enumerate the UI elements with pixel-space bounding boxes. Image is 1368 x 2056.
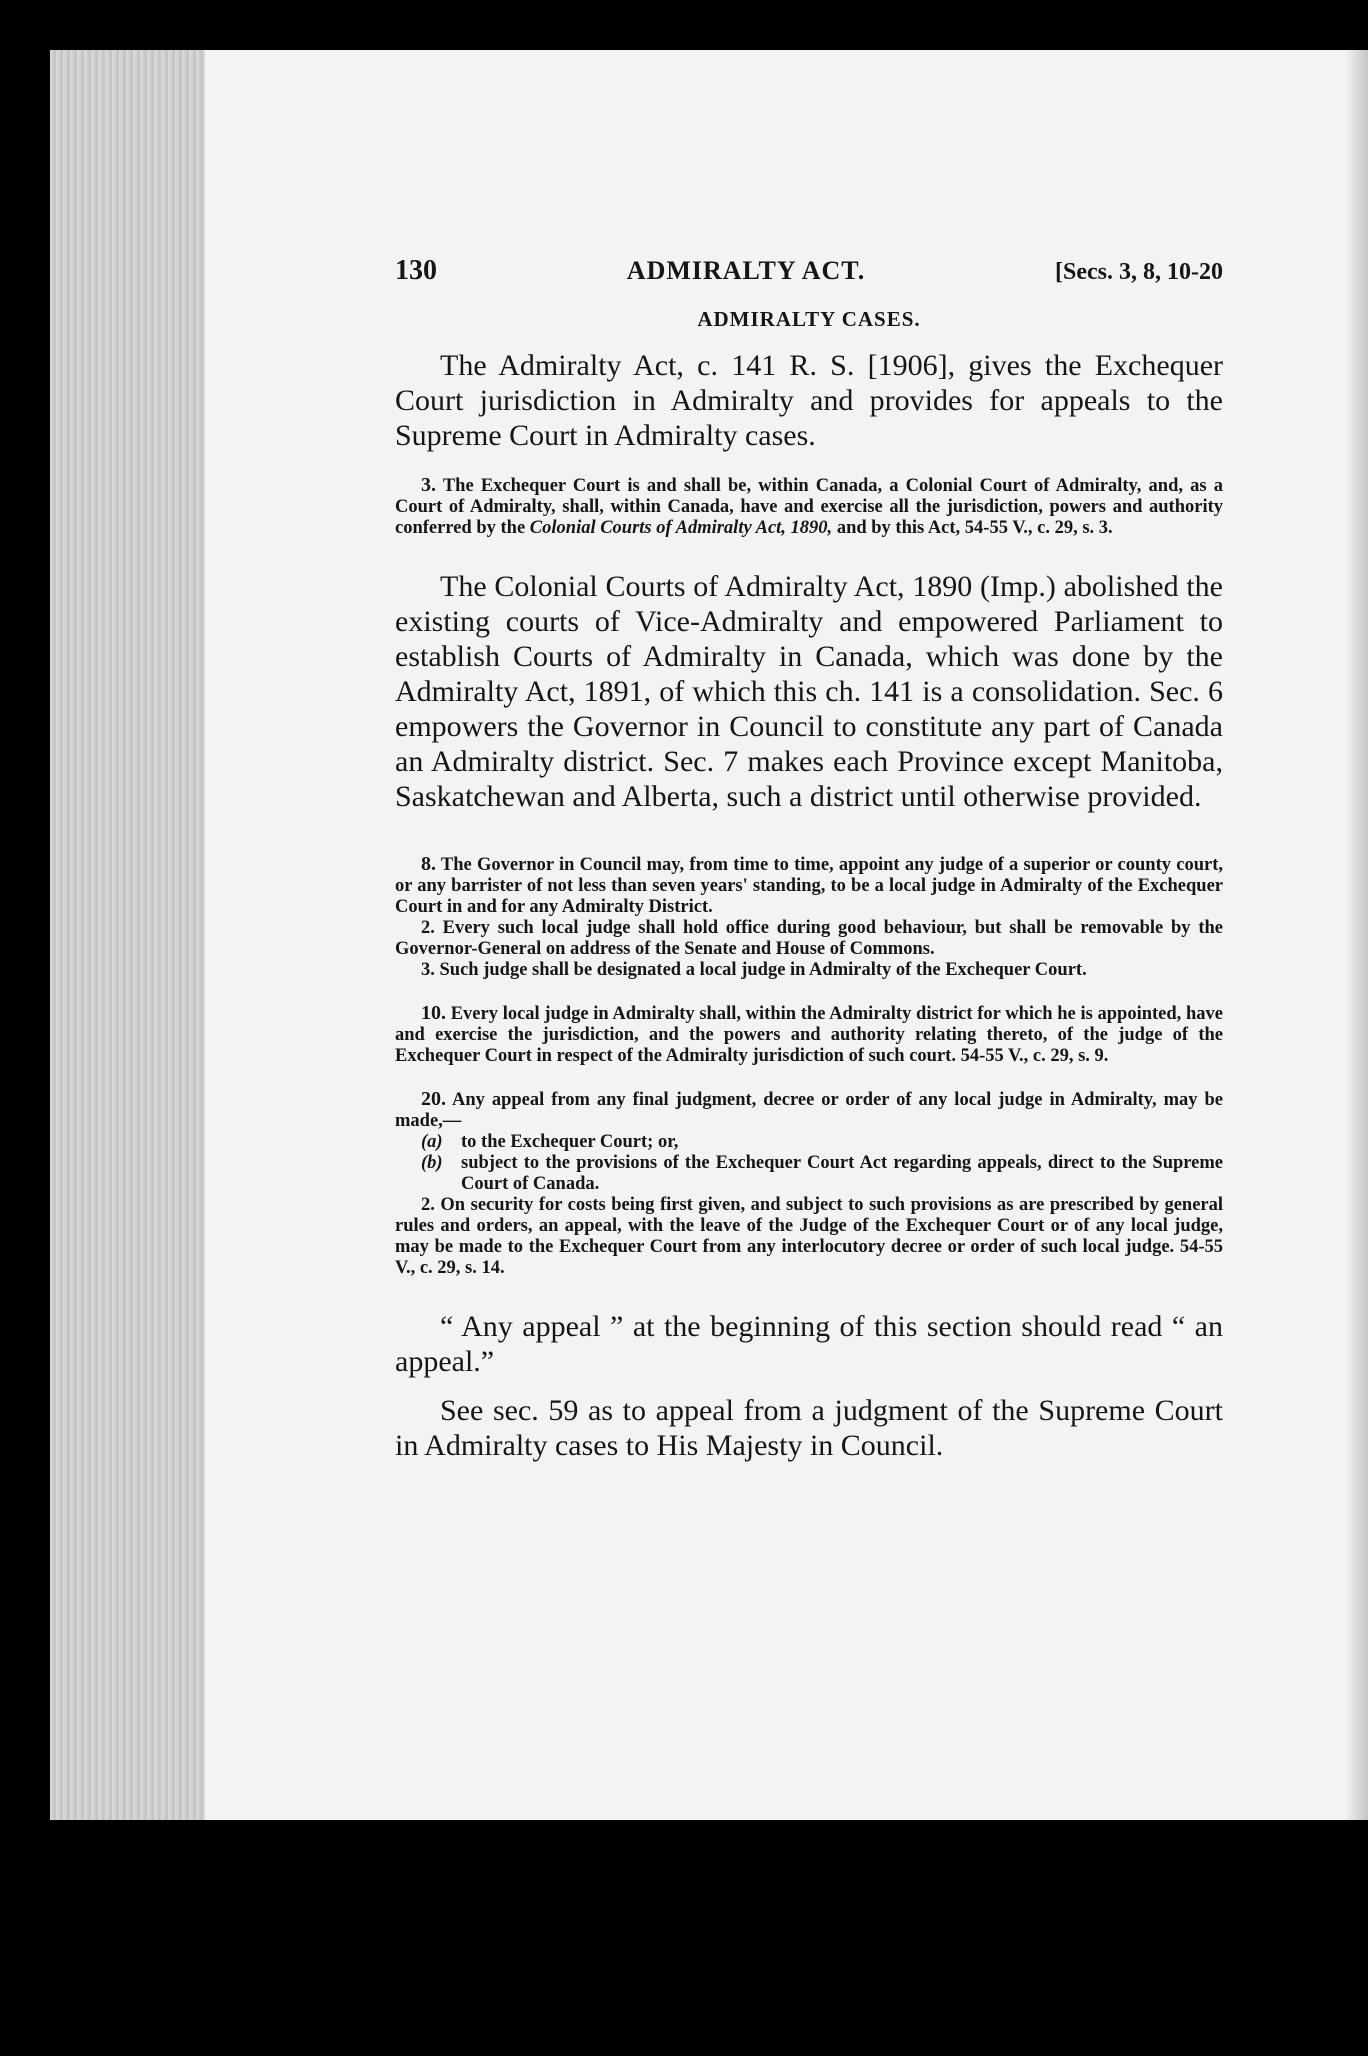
running-head (395, 255, 1223, 295)
list-item (395, 1132, 1223, 1153)
page-gutter-shadow (1345, 50, 1368, 1820)
section-number: 10. (421, 1002, 446, 1024)
sec8-para-2: 2. Every such local judge shall hold office during good behaviour, but shall be removable by the Governor-General on address of the Senate and House of Commons. (395, 918, 1223, 959)
list-item (395, 1153, 1223, 1195)
sec3-italic-title: Colonial Courts of Admiralty Act, 1890, (529, 518, 833, 538)
page-content (395, 255, 1223, 1463)
commentary-paragraph-3: See sec. 59 as to appeal from a judgment of the Supreme Court in Admiralty cases to His Majesty in Council. (395, 1394, 1223, 1462)
scan-border (0, 1820, 1368, 2056)
running-title: ADMIRALTY ACT. (626, 256, 866, 285)
statute-section-20 (395, 1089, 1223, 1279)
sec3-text-after: and by this Act, 54-55 V., c. 29, s. 3. (836, 518, 1113, 538)
commentary-paragraph-2: “ Any appeal ” at the beginning of this section should read “ an appeal.” (395, 1310, 1223, 1378)
statute-section-8 (395, 854, 1223, 981)
list-item-text: to the Exchequer Court; or, (461, 1132, 679, 1152)
sec10-text: Every local judge in Admiralty shall, within the Admiralty district for which he is appointed, have and exercise the jurisdiction, and the powers and authority relating thereto, of the judge of the Exchequer Court in respect of the Admiralty jurisdiction of such court. 54-55 V., c. 29, s. 9. (395, 1004, 1224, 1066)
intro-paragraph: The Admiralty Act, c. 141 R. S. [1906], gives the Exchequer Court jurisdiction in Admiralty and provides for appeals to the Supreme Court in Admiralty cases. (395, 349, 1223, 452)
page-number: 130 (395, 255, 437, 286)
sec8-para-3: 3. Such judge shall be designated a local judge in Admiralty of the Exchequer Court. (421, 960, 1087, 980)
sec8-para-1: The Governor in Council may, from time to time, appoint any judge of a superior or county court, or any barrister of not less than seven years' standing, to be a local judge in Admiralty of the Exchequer Court in and for any Admiralty District. (395, 855, 1224, 917)
statute-section-10 (395, 1003, 1223, 1067)
statute-section-3 (395, 475, 1223, 539)
running-sections: [Secs. 3, 8, 10-20 (1055, 259, 1223, 285)
section-number: 3. (421, 474, 436, 496)
section-number: 20. (421, 1088, 446, 1110)
sec20-para-2: 2. On security for costs being first given, and subject to such provisions as are prescribed by general rules and orders, an appeal, with the leave of the Judge of the Exchequer Court or of any local judge, may be made to the Exchequer Court from any interlocutory decree or order of such local judge. 54-55 V., c. 29, s. 14. (395, 1195, 1223, 1278)
section-title: ADMIRALTY CASES. (697, 307, 921, 331)
list-item-label: (b) (421, 1153, 443, 1173)
sec20-text: Any appeal from any final judgment, decree or order of any local judge in Admiralty, may be made,— (395, 1090, 1223, 1131)
list-item-label: (a) (421, 1132, 443, 1152)
book-page (205, 50, 1368, 1820)
sec3-text-before: The Exchequer Court is and shall be, within Canada, a Colonial Court of Admiralty, and, as a Court of Admiralty, shall, within Canada, have and exercise all the jurisdiction, powers and authority conferred by the (395, 476, 1223, 538)
book-page-edges (50, 50, 215, 1820)
section-number: 8. (421, 853, 436, 875)
commentary-paragraph-1: The Colonial Courts of Admiralty Act, 1890 (Imp.) abolished the existing courts of Vice-Admiralty and empowered Parliament to establish Courts of Admiralty in Canada, which was done by the Admiralty Act, 1891, of which this ch. 141 is a consolidation. Sec. 6 empowers the Governor in Council to constitute any part of Canada an Admiralty district. Sec. 7 makes each Province except Manitoba, Saskatchewan and Alberta, such a district until otherwise provided. (395, 570, 1223, 813)
list-item-text: subject to the provisions of the Exchequer Court Act regarding appeals, direct to the Supreme Court of Canada. (461, 1153, 1223, 1194)
